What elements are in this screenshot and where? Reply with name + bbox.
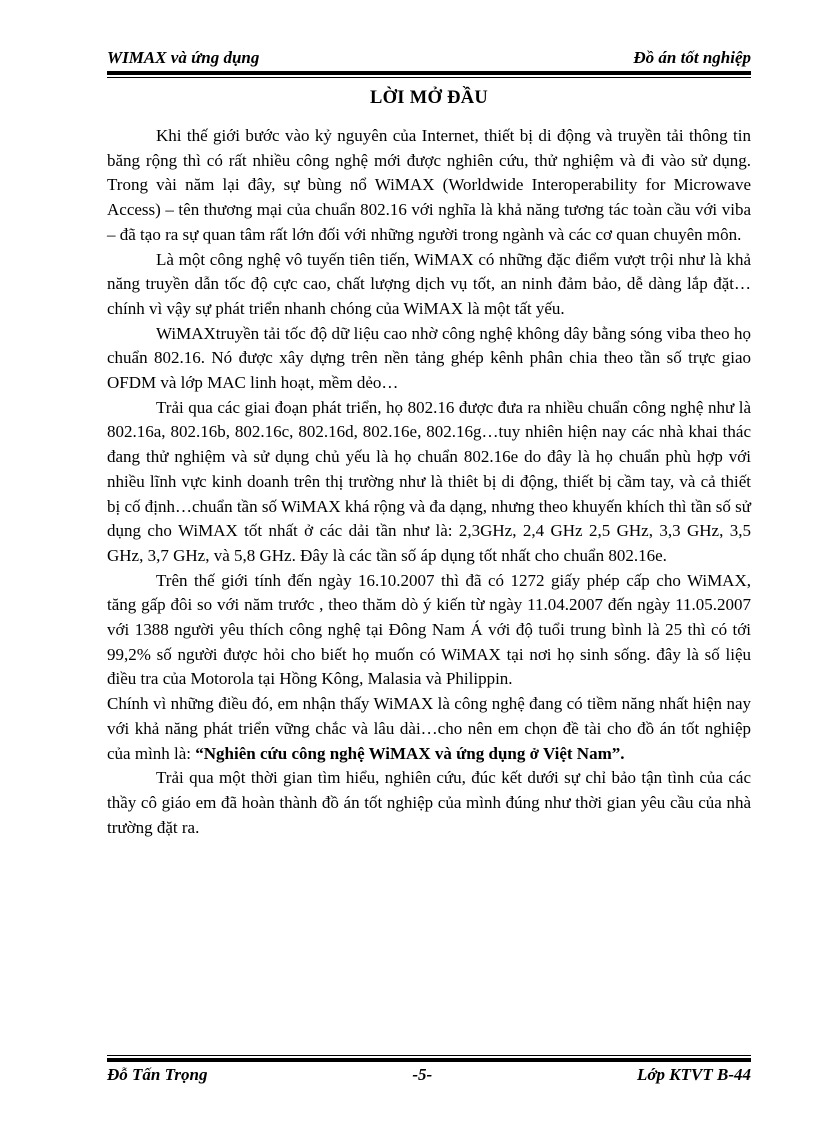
- header-divider-thin: [107, 77, 751, 78]
- paragraph-2: Là một công nghệ vô tuyến tiên tiến, WiMAX có những đặc điểm vượt trội như là khả năng truyền dẫn tốc độ cực cao, chất lượng dịch vụ tốt, an ninh đảm bảo, dễ dàng lắp đặt…chính vì vậy sự phát triển nhanh chóng của WiMAX là một tất yếu.: [107, 249, 751, 318]
- page-title: LỜI MỞ ĐẦU: [369, 88, 489, 108]
- footer-divider-thin: [107, 1055, 751, 1056]
- paragraph-4: Trải qua các giai đoạn phát triển, họ 802.16 được đưa ra nhiều chuẩn công nghệ như là 802.16a, 802.16b, 802.16c, 802.16d, 802.16e, 802.16g…tuy nhiên hiện nay các nhà khai thác đang thử nghiệm và sử dụng chủ yếu là họ chuẩn 802.16e do đây là họ chuẩn phù hợp với nhiều lĩnh vực kinh doanh trên thị trường như là thiêt bị di động, thiết bị cầm tay, và cả thiết bị cố định…chuẩn tần số WiMAX khá rộng và đa dạng, nhưng theo khuyến khích thì tần số sử dụng cho WiMAX tốt nhất ở các dải tần như là: 2,3GHz, 2,4 GHz 2,5 GHz, 3,3 GHz, 3,5 GHz, 3,7 GHz, và 5,8 GHz. Đây là các tần số áp dụng tốt nhất cho chuẩn 802.16e.: [107, 397, 751, 565]
- paragraph-3: WiMAXtruyền tải tốc độ dữ liệu cao nhờ công nghệ không dây bằng sóng viba theo họ chuẩn 802.16. Nó được xây dựng trên nền tảng ghép kênh phân chia theo tần số trực giao OFDM và lớp MAC linh hoạt, mềm dẻo…: [107, 323, 751, 393]
- paragraph-6-text: Chính vì những điều đó, em nhận thấy WiMAX là công nghệ đang có tiềm năng nhất hiện nay với khả năng phát triển vững chắc và lâu dài…cho nên em chọn đề tài cho đồ án tốt nghiệp của mình là:: [107, 694, 751, 763]
- paragraph-6: [107, 692, 751, 766]
- header-right-title: Đồ án tốt nghiệp: [633, 48, 751, 67]
- footer-class: Lớp KTVT B-44: [637, 1065, 751, 1084]
- header-left-title: WIMAX và ứng dụng: [107, 48, 260, 67]
- paragraph-1: Khi thế giới bước vào kỷ nguyên của Internet, thiết bị di động và truyền tải thông tin băng rộng thì có rất nhiều công nghệ mới được nghiên cứu, thử nghiệm và đi vào sử dụng. Trong vài năm lại đây, sự bùng nổ WiMAX (Worldwide Interoperability for Microwave Access) – tên thương mại của chuẩn 802.16 với nghĩa là khả năng tương tác toàn cầu với viba – đã tạo ra sự quan tâm rất lớn đối với những người trong ngành và các cơ quan chuyên môn.: [107, 126, 751, 244]
- thesis-topic-title: “Nghiên cứu công nghệ WiMAX và ứng dụng ở Việt Nam”.: [195, 743, 625, 763]
- footer-divider-thick: [107, 1058, 751, 1062]
- paragraph-5: Trên thế giới tính đến ngày 16.10.2007 thì đã có 1272 giấy phép cấp cho WiMAX, tăng gấp đôi so với năm trước , theo thăm dò ý kiến từ ngày 11.04.2007 đến ngày 11.05.2007 với 1388 người yêu thích công nghệ tại Đông Nam Á với độ tuổi trung bình là 25 thì có tới 99,2% số người được hỏi cho biết họ muốn có WiMAX tại nơi họ sinh sống. đây là số liệu điều tra của Motorola tại Hồng Kông, Malasia và Philippin.: [107, 570, 751, 689]
- header-divider-thick: [107, 71, 751, 75]
- page-header: [107, 46, 751, 68]
- page-footer: [107, 1065, 751, 1085]
- footer-author: Đỗ Tấn Trọng: [107, 1065, 208, 1084]
- document-body: [107, 124, 751, 840]
- paragraph-7: Trải qua một thời gian tìm hiểu, nghiên cứu, đúc kết dưới sự chỉ bảo tận tình của các thầy cô giáo em đã hoàn thành đồ án tốt nghiệp của mình đúng như thời gian yêu cầu của nhà trường đặt ra.: [107, 768, 751, 837]
- page-number: -5-: [412, 1065, 433, 1084]
